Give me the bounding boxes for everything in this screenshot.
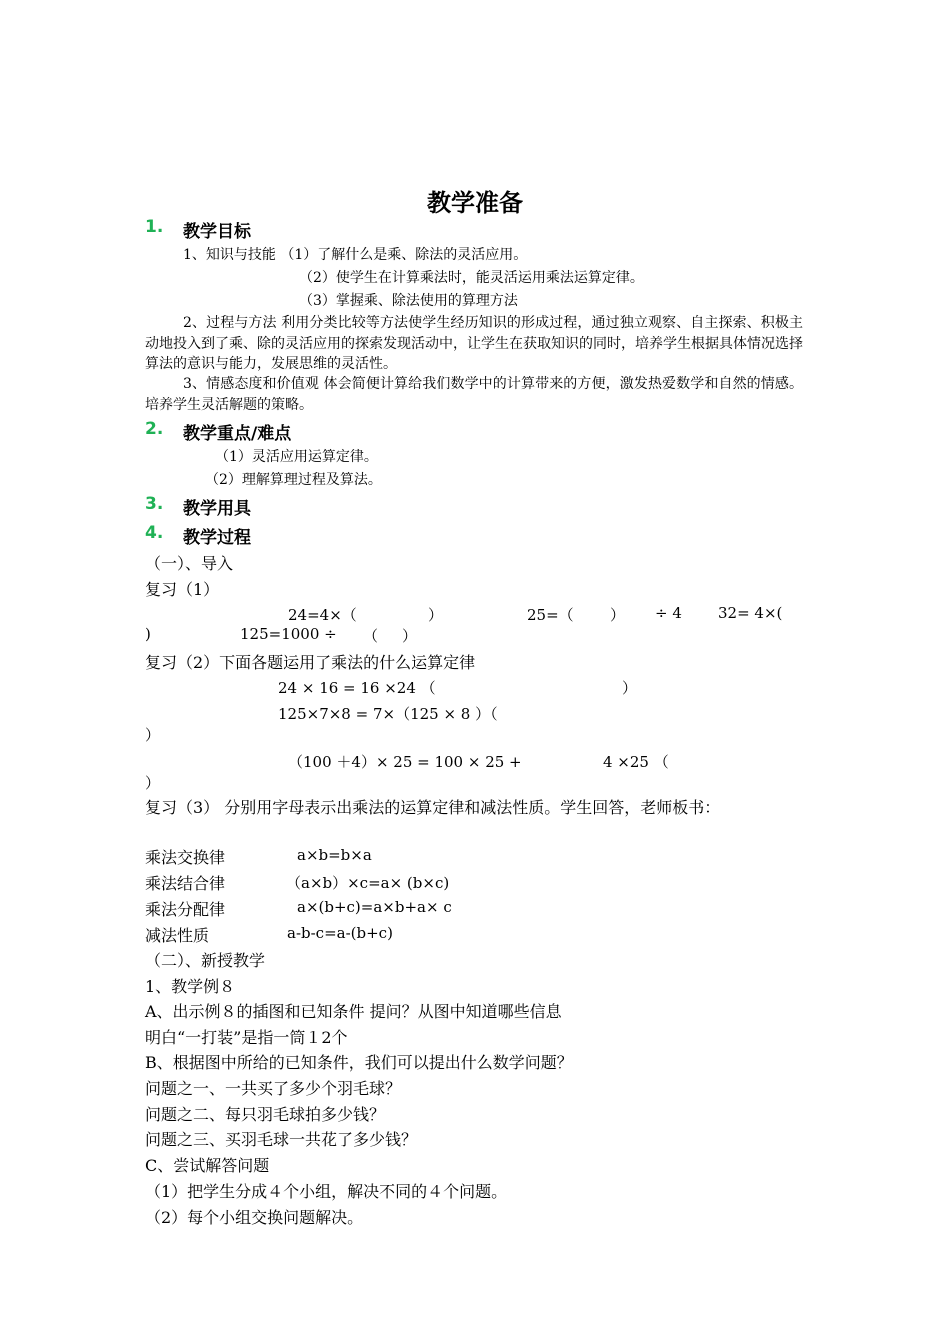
question-2: 问题之二、每只羽毛球拍多少钱？ — [145, 1105, 386, 1124]
step-b: B、根据图中所给的已知条件，我们可以提出什么数学问题？ — [145, 1053, 573, 1072]
section-number-2: 2. — [145, 419, 164, 439]
goal-knowledge-2: （2）使学生在计算乘法时，能灵活运用乘法运算定律。 — [299, 270, 644, 286]
review-1-item-d: 32= 4×( — [718, 604, 783, 622]
review-1-item-g-close: ） — [402, 627, 418, 645]
law-formula-4: a-b-c=a-(b+c) — [287, 924, 393, 942]
step-a-note: 明白“一打装”是指一筒１2个 — [145, 1028, 348, 1047]
step-c-2: （2）每个小组交换问题解决。 — [145, 1208, 364, 1227]
review-1-item-c: ÷ 4 — [655, 604, 682, 622]
review-2: 复习（2）下面各题运用了乘法的什么运算定律 — [145, 653, 476, 672]
section-heading-2: 教学重点/难点 — [183, 424, 292, 444]
review-3: 复习（3） 分别用字母表示出乘法的运算定律和减法性质。学生回答，老师板书： — [145, 798, 721, 817]
section-heading-1: 教学目标 — [183, 222, 251, 242]
review-2-item-a-close: ） — [622, 679, 638, 697]
review-2-item-b-close: ） — [145, 726, 161, 744]
section-number-3: 3. — [145, 494, 164, 514]
review-1-item-f: 125=1000 ÷ — [240, 625, 337, 643]
goal-process: 2、过程与方法 利用分类比较等方法使学生经历知识的形成过程，通过独立观察、自主探索、积极主动地投入到了乘、除的灵活应用的探索发现活动中，让学生在获取知识的同时，培养学生根据具体情况选择算法的意识与能力，发展思维的灵活性。 — [145, 315, 803, 372]
step-a: A、出示例８的插图和已知条件 提问？从图中知道哪些信息 — [145, 1002, 562, 1021]
page-title: 教学准备 — [427, 189, 523, 217]
law-name-3: 乘法分配律 — [145, 900, 226, 919]
review-1-item-e: ) — [145, 625, 151, 643]
step-c: C、尝试解答问题 — [145, 1156, 270, 1175]
goal-attitude: 3、情感态度和价值观 体会简便计算给我们数学中的计算带来的方便，激发热爱数学和自然的情感。培养学生灵活解题的策略。 — [145, 376, 803, 413]
review-1: 复习（1） — [145, 580, 220, 599]
review-1-item-g: （ — [363, 627, 379, 645]
section-number-4: 4. — [145, 523, 164, 543]
law-name-4: 减法性质 — [145, 926, 210, 945]
law-name-2: 乘法结合律 — [145, 874, 226, 893]
keypoint-2: （2）理解算理过程及算法。 — [205, 472, 382, 488]
law-name-1: 乘法交换律 — [145, 848, 226, 867]
section-heading-3: 教学用具 — [183, 499, 251, 519]
section-number-1: 1. — [145, 217, 164, 237]
goal-knowledge: 1、知识与技能 （1）了解什么是乘、除法的灵活应用。 — [183, 247, 528, 263]
new-teaching-heading: （二）、新授教学 — [145, 951, 266, 970]
goal-knowledge-3: （3）掌握乘、除法使用的算理方法 — [299, 293, 518, 309]
section-heading-4: 教学过程 — [183, 528, 251, 548]
step-c-1: （1）把学生分成４个小组，解决不同的４个问题。 — [145, 1182, 508, 1201]
review-2-item-c: （100 ＋4）× 25 = 100 × 25 + — [288, 753, 522, 771]
review-2-item-c-close: ） — [145, 774, 161, 792]
question-1: 问题之一、一共买了多少个羽毛球？ — [145, 1079, 402, 1098]
review-1-item-b-close: ） — [610, 606, 626, 624]
review-1-item-b: 25=（ — [527, 606, 574, 624]
question-3: 问题之三、买羽毛球一共花了多少钱？ — [145, 1130, 418, 1149]
law-formula-2: （a×b）×c=a× (b×c) — [286, 874, 450, 892]
review-2-item-c-2: 4 ×25 （ — [603, 753, 669, 771]
review-2-item-a: 24 × 16 = 16 ×24 （ — [278, 679, 436, 697]
law-formula-1: a×b=b×a — [297, 846, 372, 864]
example-heading: 1、教学例８ — [145, 977, 236, 996]
review-1-item-a-close: ） — [428, 606, 444, 624]
intro-heading: （一）、导入 — [145, 554, 234, 573]
review-2-item-b: 125×7×8 = 7×（125 × 8 ）（ — [278, 705, 498, 723]
keypoint-1: （1）灵活应用运算定律。 — [215, 449, 378, 465]
law-formula-3: a×(b+c)=a×b+a× c — [297, 898, 452, 916]
review-1-item-a: 24=4×（ — [288, 606, 357, 624]
